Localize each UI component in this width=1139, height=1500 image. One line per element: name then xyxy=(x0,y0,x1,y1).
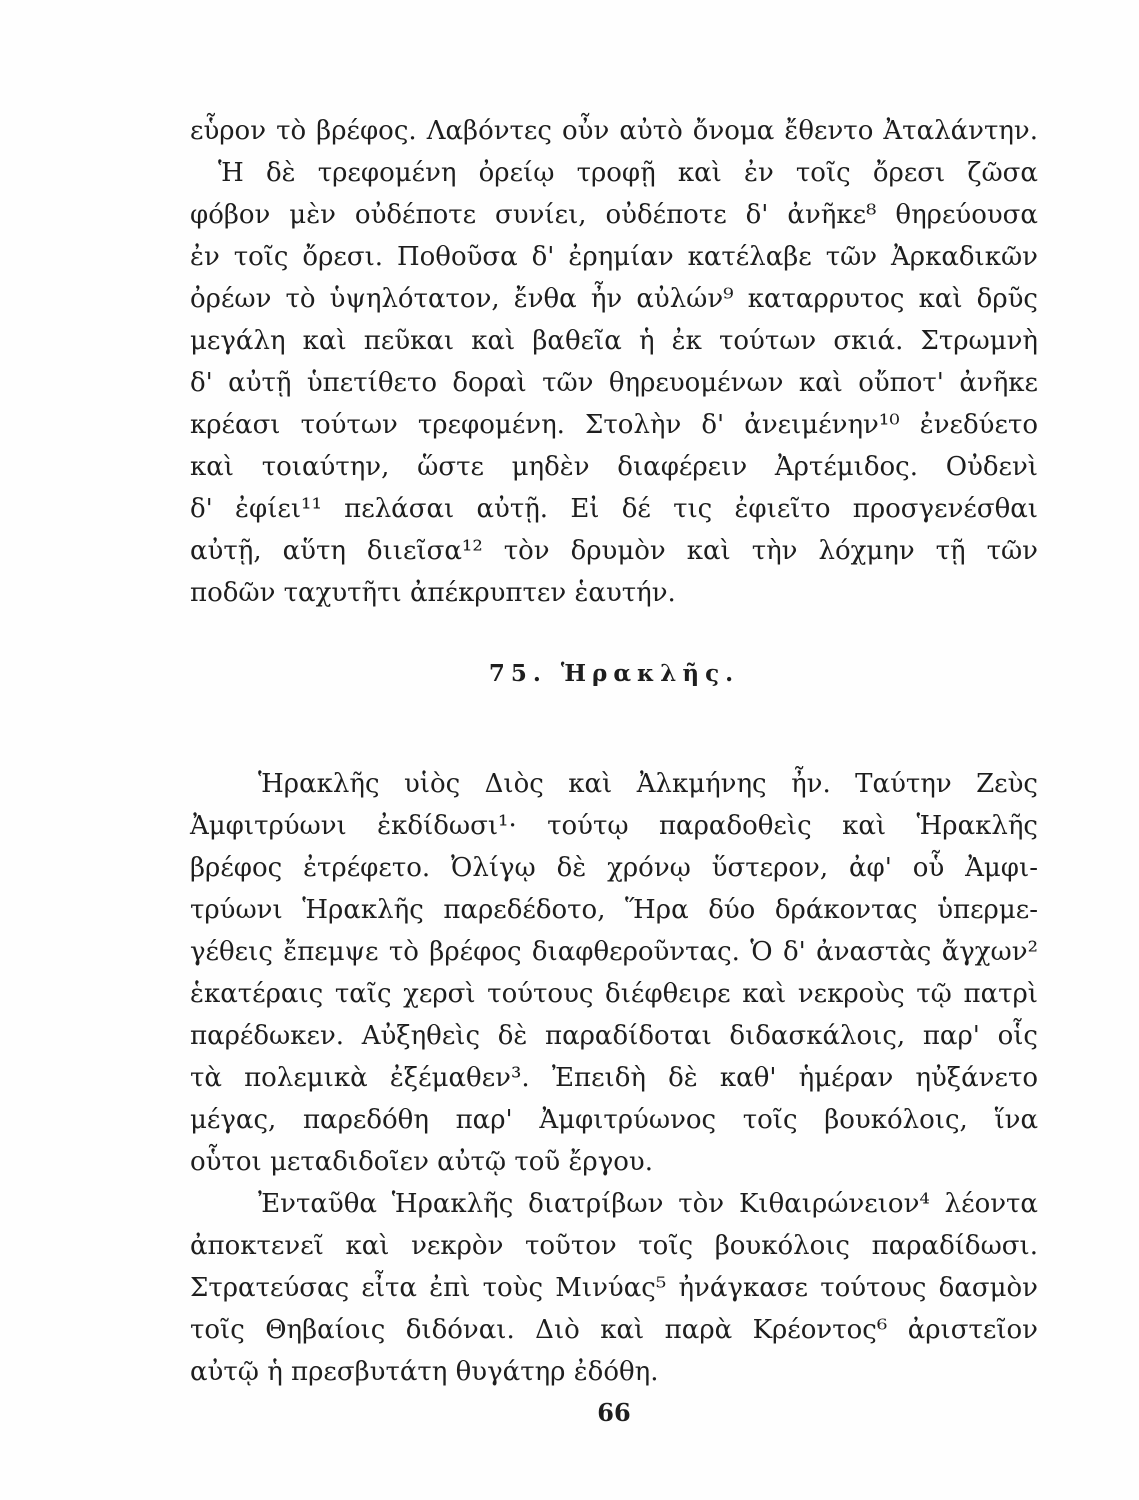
text-line: αὐτῷ ἡ πρεσβυτάτη θυγάτηρ ἐδόθη. xyxy=(190,1357,659,1387)
paragraph-atalanta xyxy=(190,110,1038,614)
text-line: ἐν τοῖς ὄρεσι. Ποθοῦσα δ' ἐρημίαν κατέλαβε τῶν Ἀρκαδικῶν xyxy=(190,242,1038,272)
text-line: κρέασι τούτων τρεφομένη. Στολὴν δ' ἀνειμένην¹⁰ ἐνεδύετο xyxy=(190,410,1038,440)
text-line: παρέδωκεν. Αὐξηθεὶς δὲ παραδίδοται διδασκάλοις, παρ' οἷς xyxy=(190,1021,1038,1051)
text-line: Ἐνταῦθα Ἡρακλῆς διατρίβων τὸν Κιθαιρώνειον⁴ λέοντα xyxy=(258,1189,1038,1219)
text-line: εὗρον τὸ βρέφος. Λαβόντες οὖν αὐτὸ ὄνομα ἔθεντο Ἀταλάντην. xyxy=(190,116,1038,146)
text-line: καὶ τοιαύτην, ὥστε μηδὲν διαφέρειν Ἀρτέμιδος. Οὐδενὶ xyxy=(190,452,1038,482)
text-line: βρέφος ἐτρέφετο. Ὀλίγῳ δὲ χρόνῳ ὕστερον, ἀφ' οὗ Ἀμφι- xyxy=(190,853,1038,883)
text-line: ποδῶν ταχυτῆτι ἀπέκρυπτεν ἑαυτήν. xyxy=(190,578,676,608)
paragraph-herakles xyxy=(190,763,1038,1393)
text-line: ἑκατέραις ταῖς χερσὶ τούτους διέφθειρε καὶ νεκροὺς τῷ πατρὶ xyxy=(190,979,1038,1009)
text-line: τοῖς Θηβαίοις διδόναι. Διὸ καὶ παρὰ Κρέοντος⁶ ἀριστεῖον xyxy=(190,1315,1038,1345)
section-heading: 75. Ἡρακλῆς. xyxy=(488,660,740,687)
text-line: γέθεις ἔπεμψε τὸ βρέφος διαφθεροῦντας. Ὁ δ' ἀναστὰς ἄγχων² xyxy=(190,937,1038,967)
text-line: δ' ἐφίει¹¹ πελάσαι αὐτῇ. Εἰ δέ τις ἐφιεῖτο προσγενέσθαι xyxy=(190,494,1038,524)
text-line: φόβον μὲν οὐδέποτε συνίει, οὐδέποτε δ' ἀνῆκε⁸ θηρεύουσα xyxy=(190,200,1038,230)
text-line: μεγάλη καὶ πεῦκαι καὶ βαθεῖα ἡ ἐκ τούτων σκιά. Στρωμνὴ xyxy=(190,326,1038,356)
text-line: δ' αὐτῇ ὑπετίθετο δοραὶ τῶν θηρευομένων καὶ οὔποτ' ἀνῆκε xyxy=(190,368,1038,398)
text-line: ὀρέων τὸ ὑψηλότατον, ἔνθα ἦν αὐλών⁹ καταρρυτος καὶ δρῦς xyxy=(190,284,1038,314)
text-line: Ἀμφιτρύωνι ἐκδίδωσι¹· τούτῳ παραδοθεὶς καὶ Ἡρακλῆς xyxy=(190,811,1038,841)
text-line: ἀποκτενεῖ καὶ νεκρὸν τοῦτον τοῖς βουκόλοις παραδίδωσι. xyxy=(190,1231,1038,1261)
text-line: αὐτῇ, αὕτη διιεῖσα¹² τὸν δρυμὸν καὶ τὴν λόχμην τῇ τῶν xyxy=(190,536,1038,566)
text-line: Ἡρακλῆς υἱὸς Διὸς καὶ Ἀλκμήνης ἦν. Ταύτην Ζεὺς xyxy=(258,769,1038,799)
text-line: Ἡ δὲ τρεφομένη ὀρείῳ τροφῇ καὶ ἐν τοῖς ὄρεσι ζῶσα xyxy=(218,158,1038,188)
text-line: μέγας, παρεδόθη παρ' Ἀμφιτρύωνος τοῖς βουκόλοις, ἵνα xyxy=(190,1105,1038,1135)
text-line: Στρατεύσας εἶτα ἐπὶ τοὺς Μινύας⁵ ἠνάγκασε τούτους δασμὸν xyxy=(190,1273,1038,1303)
text-line: τὰ πολεμικὰ ἐξέμαθεν³. Ἐπειδὴ δὲ καθ' ἡμέραν ηὐξάνετο xyxy=(190,1063,1038,1093)
page-number: 66 xyxy=(597,1398,631,1427)
text-line: οὗτοι μεταδιδοῖεν αὐτῷ τοῦ ἔργου. xyxy=(190,1147,653,1177)
text-line: τρύωνι Ἡρακλῆς παρεδέδοτο, Ἥρα δύο δράκοντας ὑπερμε- xyxy=(190,895,1038,925)
